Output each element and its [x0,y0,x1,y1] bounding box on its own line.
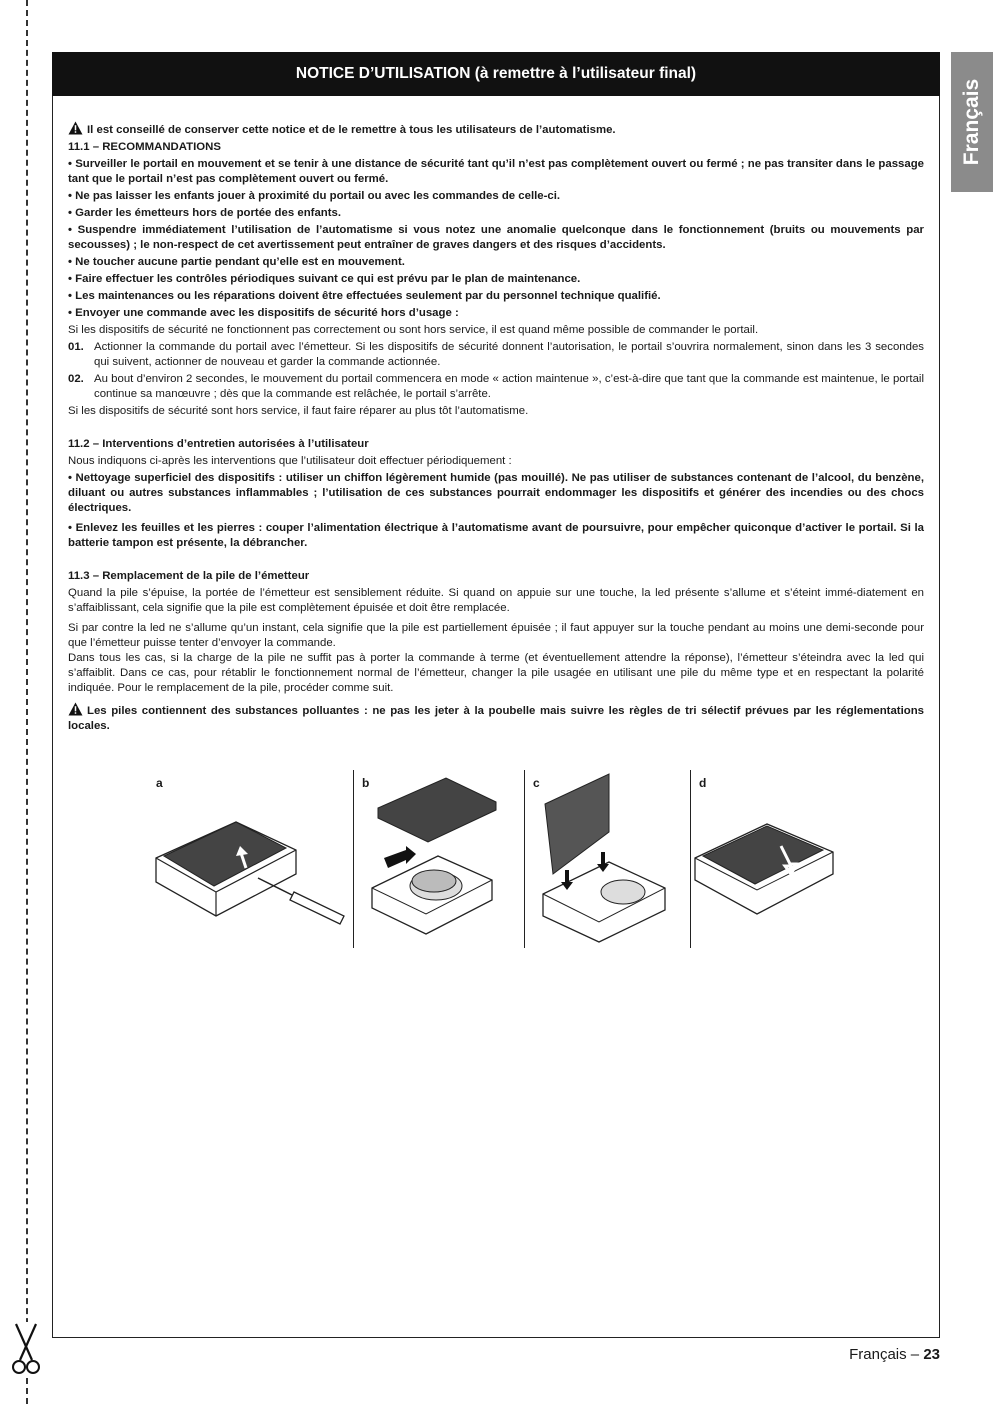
bullet-cleaning: • Nettoyage superficiel des dispositifs : utiliser un chiffon légèrement humide (pas mouillé). Ne pas utiliser de substances contenant de l’alcool, du benzène, diluant ou autres substances inflammables ; l’utilisation de ces substances pourrait endommager les dispositifs et générer des incendies ou des chocs électriques. [68,472,924,514]
footer-language: Français – [849,1346,924,1363]
figure-a-illustration [148,770,353,948]
warning-icon [68,121,83,135]
paragraph: Si les dispositifs de sécurité sont hors service, il faut faire réparer au plus tôt l’automatisme. [68,405,529,417]
figure-label: a [156,776,163,790]
bullet-5: • Ne toucher aucune partie pendant qu’elle est en mouvement. [68,256,405,268]
figure-d [691,770,848,948]
battery-warning-text: Les piles contiennent des substances polluantes : ne pas les jeter à la poubelle mais suivre les règles de tri sélectif prévues par les réglementations locales. [68,705,924,732]
bullet-8: • Envoyer une commande avec les dispositifs de sécurité hors d’usage : [68,307,459,319]
warning-intro-text: Il est conseillé de conserver cette notice et de le remettre à tous les utilisateurs de l’automatisme. [87,124,616,136]
bullet-6: • Faire effectuer les contrôles périodiques suivant ce qui est prévu par le plan de maintenance. [68,273,581,285]
step-number: 02. [68,373,84,385]
step-number: 01. [68,341,84,353]
page-number: 23 [923,1346,940,1363]
figure-d-illustration [691,770,848,948]
section-heading-11-3: 11.3 – Remplacement de la pile de l’émetteur [68,570,310,582]
cut-line [26,0,28,1404]
figure-b-illustration [354,770,524,948]
battery-replacement-figures [148,770,848,950]
paragraph: Quand la pile s’épuise, la portée de l’émetteur est sensiblement réduite. Si quand on appuie sur une touche, la led présente s’allume et s’éteint immé-diatement en s’affaiblissant, cela signifie que la pile est complètement épuisée et doit être remplacée. [68,587,924,614]
step-text: Au bout d’environ 2 secondes, le mouvement du portail commencera en mode « action maintenue », c’est-à-dire que tant que la commande est maintenue, le portail continue sa manœuvre ; dès que la commande est relâchée, le portail s’arrête. [94,373,924,400]
language-tab-label: Français [960,78,984,166]
paragraph: Si par contre la led ne s’allume qu’un instant, cela signifie que la pile est partiellement épuisée ; il faut appuyer sur la touche pendant au moins une demi-seconde pour que l’émetteur puisse tenter d’envoyer la commande. [68,622,924,649]
bullet-7: • Les maintenances ou les réparations doivent être effectuées seulement par du personnel technique qualifié. [68,290,661,302]
section-heading-11-1: 11.1 – RECOMMANDATIONS [68,141,221,153]
document-body [68,121,924,734]
figure-label: b [362,776,370,790]
figure-label: c [533,776,540,790]
paragraph: Si les dispositifs de sécurité ne fonctionnent pas correctement ou sont hors service, il est quand même possible de commander le portail. [68,324,759,336]
step-02 [68,372,924,402]
figure-a [148,770,353,948]
bullet-2: • Ne pas laisser les enfants jouer à proximité du portail ou avec les commandes de celle-ci. [68,190,561,202]
paragraph: Nous indiquons ci-après les interventions que l’utilisateur doit effectuer périodiquement : [68,455,512,467]
bullet-3: • Garder les émetteurs hors de portée des enfants. [68,207,342,219]
figure-b [354,770,524,948]
warning-icon [68,702,83,716]
language-tab [951,52,993,192]
paragraph: Dans tous les cas, si la charge de la pile ne suffit pas à porter la commande à terme (et éventuellement attendre la réponse), l’émetteur s’éteindra avec la led qui s’affaiblit. Dans ce cas, pour rétablir le fonctionnement normal de l’émetteur, changer la pile usagée en utilisant une pile du même type et en respectant la polarité indiquée. Pour le remplacement de la pile, procéder comme suit. [68,652,924,694]
page-footer [849,1346,940,1363]
bullet-1: • Surveiller le portail en mouvement et se tenir à une distance de sécurité tant qu’il n’est pas complètement ouvert ou fermé ; ne pas transiter dans le passage tant que le portail n’est pas complètement ouvert ou fermé. [68,158,924,185]
page-title: NOTICE D’UTILISATION (à remettre à l’utilisateur final) [52,52,940,96]
figure-c [525,770,690,948]
figure-c-illustration [525,770,690,948]
bullet-leaves: • Enlevez les feuilles et les pierres : couper l’alimentation électrique à l’automatisme avant de poursuivre, pour empêcher quiconque d’activer le portail. Si la batterie tampon est présente, la débrancher. [68,522,924,549]
section-heading-11-2: 11.2 – Interventions d’entretien autorisées à l’utilisateur [68,438,369,450]
warning-intro [68,121,924,138]
step-01 [68,340,924,370]
scissors-icon [10,1322,42,1378]
figure-label: d [699,776,707,790]
bullet-4: • Suspendre immédiatement l’utilisation de l’automatisme si vous notez une anomalie quelconque dans le fonctionnement (bruits ou mouvements par secousses) ; le non-respect de cet avertissement peut entraîner de graves dangers et des risques d’accidents. [68,224,924,251]
step-text: Actionner la commande du portail avec l’émetteur. Si les dispositifs de sécurité donnent l’autorisation, le portail s’ouvrira normalement, sinon dans les 3 secondes qui suivent, actionner de nouveau et garder la commande actionnée. [94,341,924,368]
battery-warning [68,702,924,734]
